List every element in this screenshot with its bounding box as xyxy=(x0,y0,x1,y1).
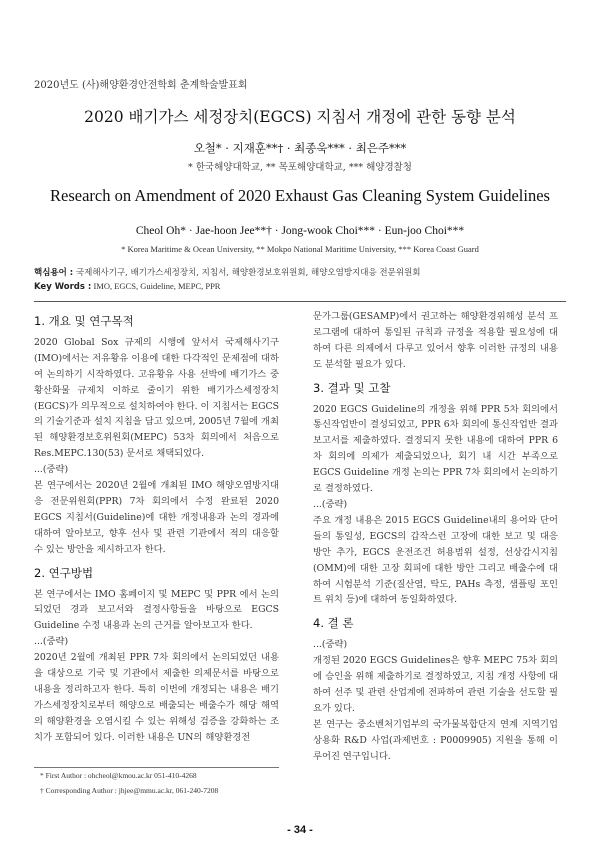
authors-english: Cheol Oh* · Jae-hoon Jee**† · Jong-wook Choi*** · Eun-joo Choi*** xyxy=(135,225,465,237)
paragraph: 주요 개정 내용은 2015 EGCS Guideline내의 용어와 단어들의 통일성, EGCS의 갑작스런 고장에 대한 보고 및 대응 방안 추가, EGCS 운전조건 허용범위 설정, 선상감시지침(OMM)에 대한 고장 회피에 대한 방안 그리고 배출수에 대하여 시험분석 기준(질산염, 탁도, PAHs 측정, 샘플링 포인트 위치 등)에 대하여 동일화하였다. xyxy=(313,514,558,606)
paragraph: 2020 EGCS Guideline의 개정을 위해 PPR 5차 회의에서 통신작업반이 결성되었고, PPR 6차 회의에 통신작업반 결과보고서를 제출하였다. 결정되지 못한 내용에 대하여 PPR 6차 회의에 의제가 제출되었으나, 회기 내 시간 부족으로 EGCS Guideline 개정 논의는 PPR 7차 회의에서 논의하기로 결정하였다. xyxy=(313,403,558,495)
page-number: - 34 - xyxy=(287,824,313,836)
keywords-korean xyxy=(34,266,420,278)
paper-title-english: Research on Amendment of 2020 Exhaust Gas Cleaning System Guidelines xyxy=(50,186,550,205)
left-column xyxy=(34,314,279,746)
header-divider xyxy=(34,301,566,302)
paragraph: 2020 Global Sox 규제의 시행에 앞서서 국제해사기구(IMO)에서는 저유황유 이용에 대한 다각적인 문제점에 대하여 논의하기 시작하였다. 고유황유 사용 선박에 배기가스 중 황산화물 규제치 이하로 줄이기 위한 배기가스세정장치(EGCS)가 의무적으로 설치하여야 한다. 이 지침서는 EGCS의 기술기준과 설치 지침을 담고 있으며, 2005년 7월에 개최된 해양환경보호위원회(MEPC) 53차 회의에서 처음으로 Res.MEPC.130(53) 문서로 채택되었다. xyxy=(34,336,279,460)
section-heading-conclusion: 4. 결 론 xyxy=(313,616,354,631)
paragraph: 개정된 2020 EGCS Guidelines은 향후 MEPC 75차 회의에 승인을 위해 제출하기로 결정하였고, 지침 개정 사항에 대하여 선주 및 관련 산업계에 전파하여 관련 기술을 선도할 필요가 있다. xyxy=(313,655,558,714)
affiliations-english: * Korea Maritime & Ocean University, ** Mokpo National Maritime University, *** Korea Coast Guard xyxy=(121,244,479,254)
keywords-korean-label: 핵심용어 : xyxy=(34,268,74,278)
section-heading-results: 3. 결과 및 고찰 xyxy=(313,380,391,395)
paragraph: 2020년 2월에 개최된 PPR 7차 회의에서 논의되었던 내용을 대상으로 기국 및 기관에서 제출한 의제문서를 바탕으로 내용을 정리하고자 한다. 특히 이번에 개정되는 내용은 배기가스세정장치로부터 해양으로 배출되는 배출수가 해당 해역의 해양환경을 오염시킬 수 있는 위해성 검증을 강화하는 조치가 포함되어 있다. 이러한 내용은 UN의 해양환경전 xyxy=(34,652,279,743)
footnote-first-author: * First Author : ohcheol@kmou.ac.kr 051-410-4268 xyxy=(40,771,197,780)
paragraph-omitted: ...(중략) xyxy=(313,498,348,510)
footnote-corresponding-author: † Corresponding Author : jhjee@mmu.ac.kr, 061-240-7208 xyxy=(40,786,219,795)
keywords-english xyxy=(34,281,220,292)
paragraph: 본 연구에서는 2020년 2월에 개최된 IMO 해양오염방지대응 전문위원회(PPR) 7차 회의에서 수정 완료된 2020 EGCS 지침서(Guideline)에 대한 개정내용과 논의 경과에 대하여 알아보고, 향후 선사 및 관련 기관에서 적의 대응할 수 있는 방안을 제시하고자 한다. xyxy=(34,480,279,555)
paragraph-omitted: ...(중략) xyxy=(313,639,348,651)
section-heading-methods: 2. 연구방법 xyxy=(34,565,94,580)
paragraph: 문가그룹(GESAMP)에서 권고하는 해양환경위해성 분석 프로그램에 대하여 통일된 규칙과 규정을 적용할 필요성에 대하여 다른 의제에서 다루고 있어서 향후 이러한 규정의 내용도 분석할 필요가 있다. xyxy=(313,311,558,370)
keywords-english-label: Key Words : xyxy=(34,282,92,292)
paragraph-omitted: ...(중략) xyxy=(34,636,69,648)
paragraph: 본 연구에서는 IMO 홈페이지 및 MEPC 및 PPR 에서 논의되었던 경과 보고서와 결정사항들을 바탕으로 EGCS Guideline 수정 내용과 논의 근거를 알아보고자 한다. xyxy=(34,588,279,632)
paper-title-korean: 2020 배기가스 세정장치(EGCS) 지침서 개정에 관한 동향 분석 xyxy=(84,108,516,126)
keywords-english-text: IMO, EGCS, Guideline, MEPC, PPR xyxy=(93,281,221,291)
conference-header: 2020년도 (사)해양환경안전학회 춘계학술발표회 xyxy=(34,80,248,91)
authors-korean: 오철* · 지재훈**† · 최종욱*** · 최은주*** xyxy=(193,141,407,155)
paragraph-omitted: ...(중략) xyxy=(34,464,69,476)
section-heading-overview: 1. 개요 및 연구목적 xyxy=(34,314,134,328)
footnote-divider xyxy=(34,767,279,768)
affiliations-korean: * 한국해양대학교, ** 목포해양대학교, *** 해양경찰청 xyxy=(187,162,412,173)
paragraph-acknowledgement: 본 연구는 중소벤처기업부의 국가물복합단지 연계 지역기업 상용화 R&D 사업(과제번호 : P0009905) 지원을 통해 이루어진 연구입니다. xyxy=(313,718,558,762)
right-column xyxy=(313,309,558,764)
keywords-korean-text: 국제해사기구, 배기가스세정장치, 지침서, 해양환경보호위원회, 해양오염방지대응 전문위원회 xyxy=(75,268,421,278)
